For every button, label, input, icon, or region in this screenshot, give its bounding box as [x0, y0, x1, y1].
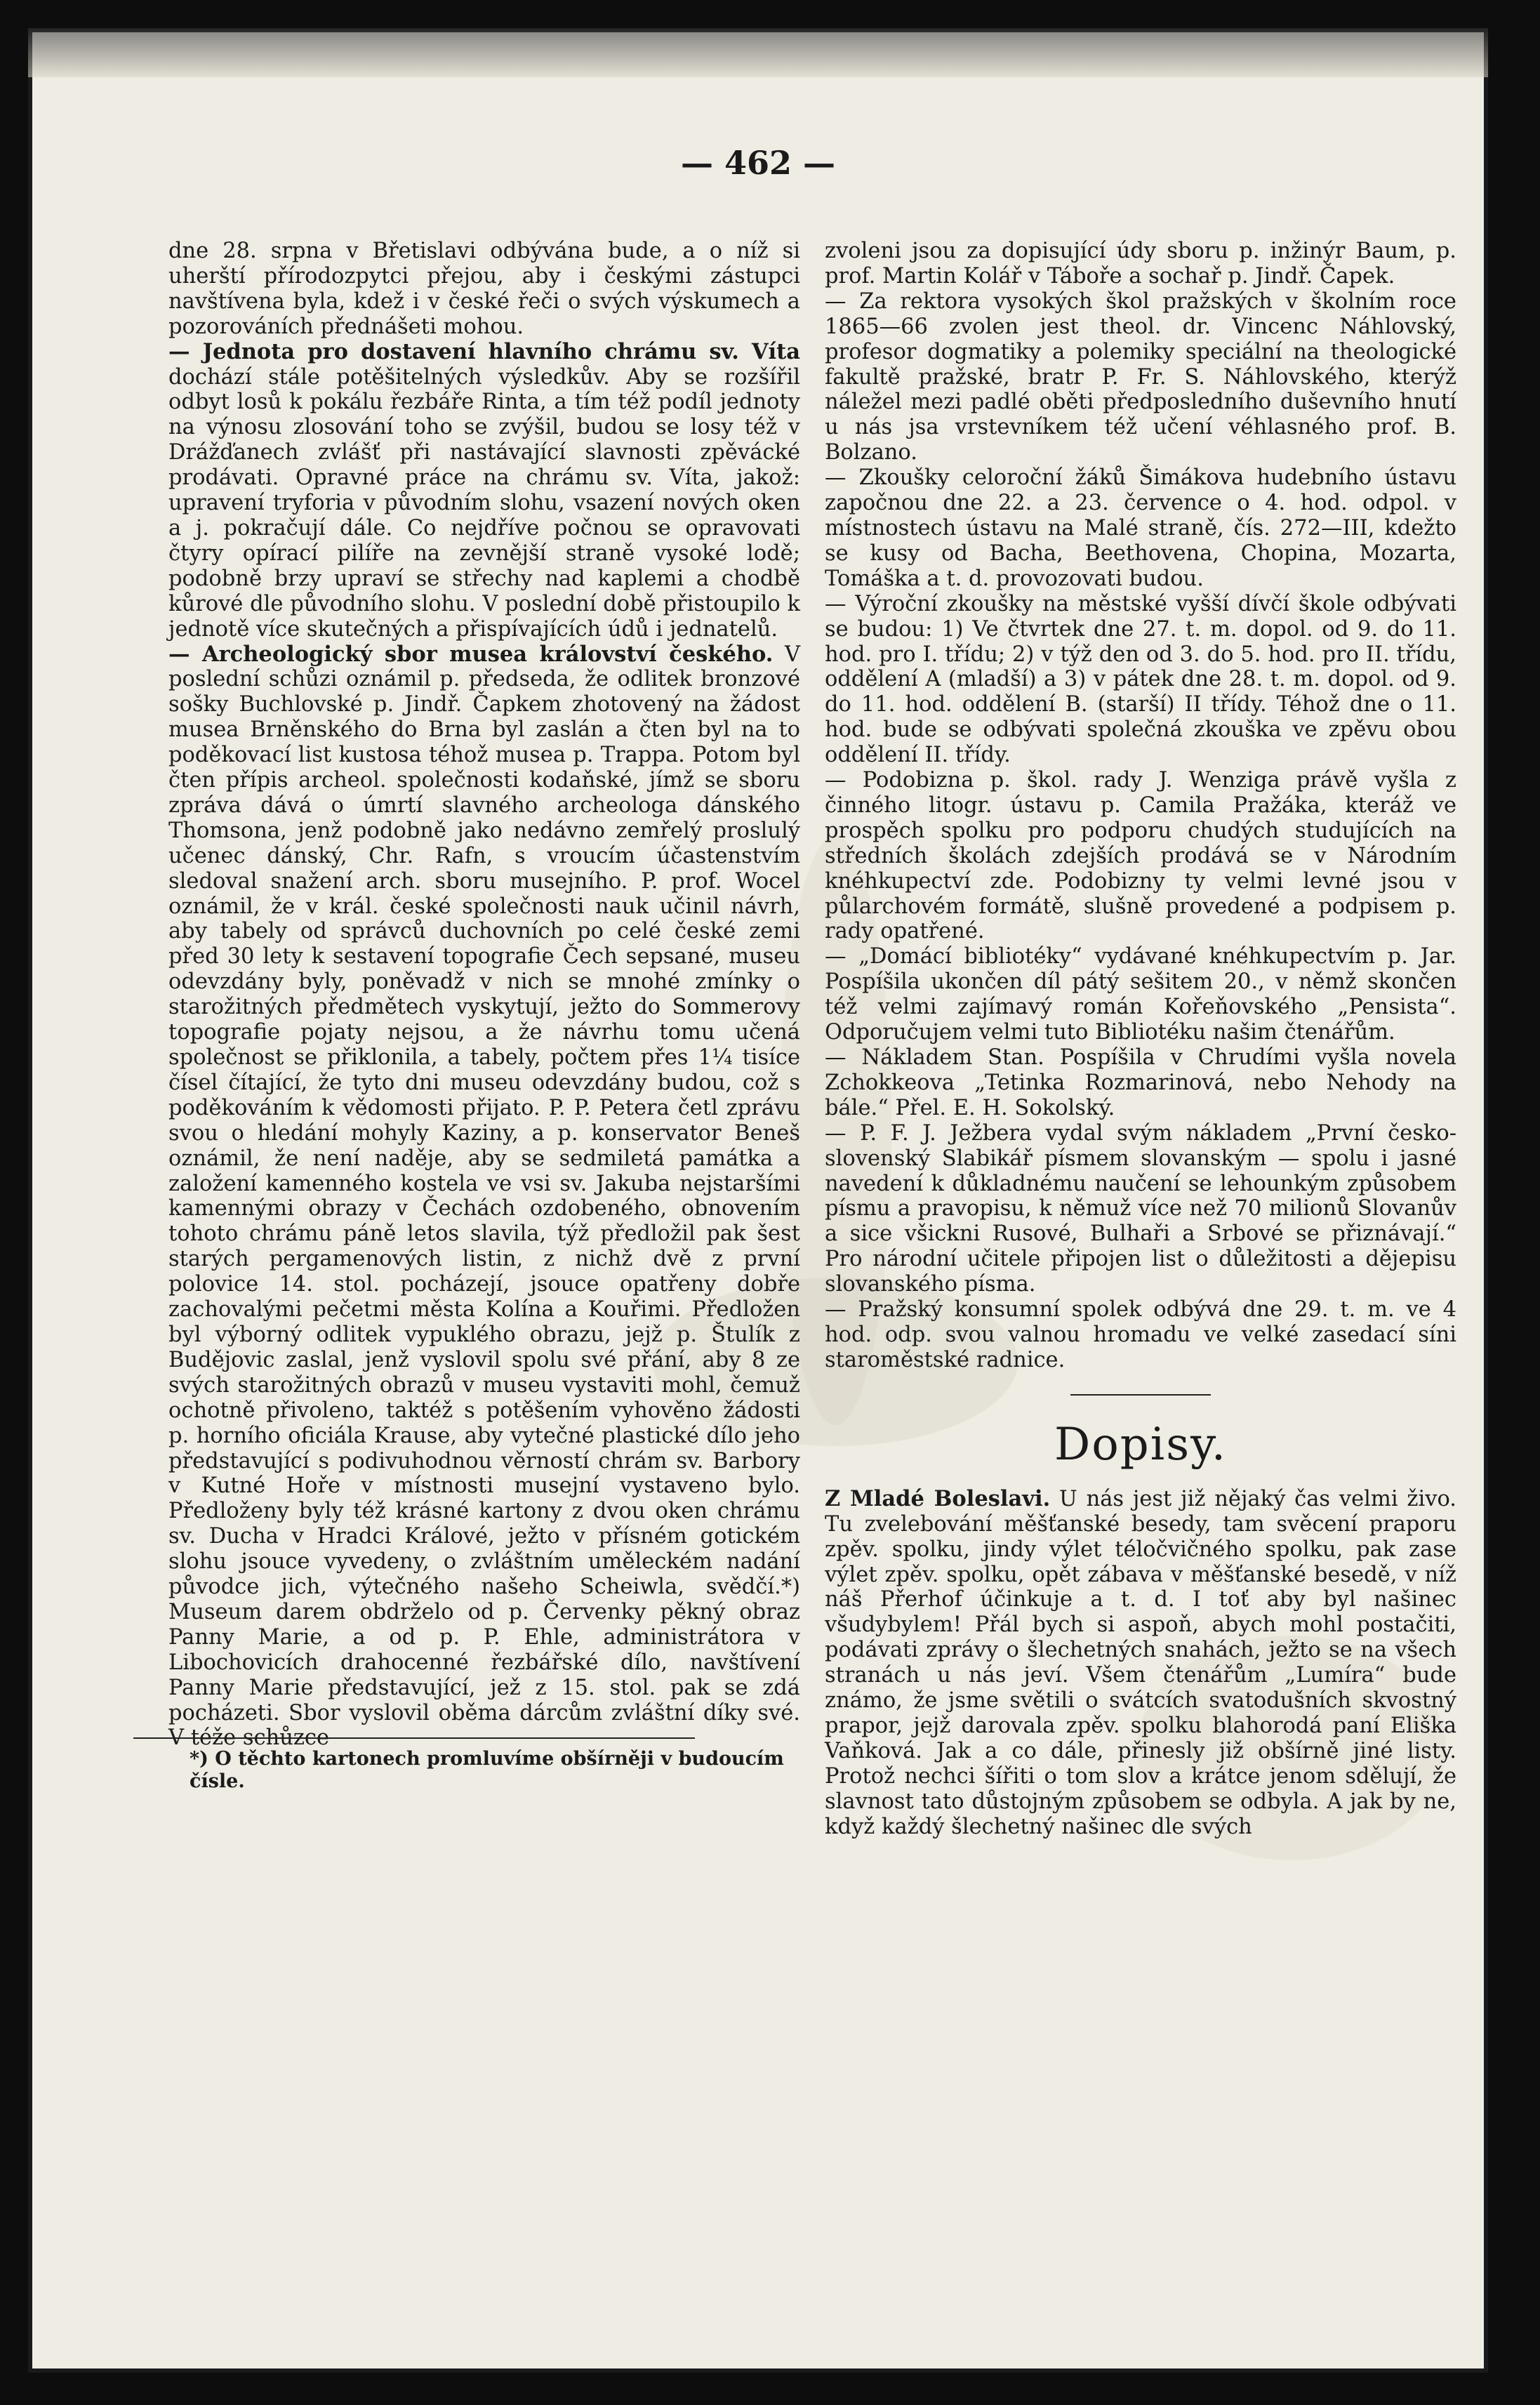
- news-item-6: [825, 1045, 1456, 1121]
- article-intro-text: dne 28. srpna v Břetislavi odbývána bude, a o níž si uherští přírodozpytci přejou, aby i českými zástupci navštívena byla, kdež i v české řeči o svých výskumech a pozorováních přednášeti mohou.: [168, 239, 800, 339]
- news-item-1-dash: —: [825, 289, 847, 314]
- news-item-5: [825, 944, 1456, 1045]
- dopisy-title: Dopisy.: [1054, 1418, 1228, 1471]
- news-item-7-text: P. F. J. Ježbera vydal svým nákladem „První česko-slovenský Slabikář písmem slovanským — spolu i jasné navedení k důkladnému naučení se lehounkým způsobem písmu a pravopisu, k němuž více než 70 milionů Slovanův a sice všickni Rusové, Bulhaři a Srbové se přiznávají.“ Pro národní učitele připojen list o důležitosti a dějepisu slovanského písma.: [825, 1120, 1457, 1297]
- article-jednota: [168, 340, 800, 642]
- news-item-3-dash: —: [825, 591, 847, 616]
- news-item-7-dash: —: [825, 1120, 847, 1146]
- news-item-6-text: Nákladem Stan. Pospíšila v Chrudími vyšla novela Zchokkeova „Tetinka Rozmarinová, nebo Nehody na bále.“ Přel. E. H. Sokolský.: [825, 1045, 1456, 1120]
- dopisy-text: U nás jest již nějaký čas velmi živo. Tu zvelebování měšťanské besedy, tam svěcení praporu zpěv. spolku, jindy výlet téločvičného spolku, pak zase výlet zpěv. spolku, opět zábava v měšťanské besedě, v níž náš Přerhof účinkuje a t. d. I toť aby byl našinec všudybylem! Přál bych si aspoň, abych mohl postačiti, podávati zprávy o šlechetných snahách, ježto se na všech stranách u nás jeví. Všem čtenářům „Lumíra“ bude známo, že jsme světili o svátcích svatodušních skvostný prapor, jejž darovala zpěv. spolku blahorodá paní Eliška Vaňková. Jak a co dále, přinesly již obšírně jiné listy. Protož nechci šířiti o tom slov a krátce jenom sdělují, že slavnost tato důstojným způsobem se odbyla. A jak by ne, když každý šlechetný našinec dle svých: [825, 1486, 1457, 1839]
- news-item-3: [825, 592, 1456, 768]
- page-edge-shadow: [28, 28, 1488, 77]
- news-item-3-text: Výroční zkoušky na městské vyšší dívčí škole odbývati se budou: 1) Ve čtvrtek dne 27. t. m. dopol. od 9. do 11. hod. pro I. třídu; 2) v týž den od 3. do 5. hod. pro II. třídu, oddělení A (mladší) a 3) v pátek dne 28. t. m. dopol. od 9. do 11. hod. oddělení B. (starší) II třídy. Téhož dne o 11. hod. bude se odbývati společná zkouška ve zpěvu obou oddělení II. třídy.: [825, 591, 1456, 768]
- article-intro: [168, 239, 800, 340]
- news-item-1: [825, 289, 1456, 465]
- news-item-8: [825, 1297, 1456, 1373]
- news-item-6-dash: —: [825, 1045, 847, 1070]
- news-item-4: [825, 768, 1456, 944]
- newspaper-page: [28, 28, 1488, 2373]
- footnote-rule: [133, 1737, 695, 1739]
- news-item-7: [825, 1121, 1456, 1297]
- news-item-2: [825, 465, 1456, 592]
- article-jednota-text: dochází stále potěšitelných výsledkův. Aby se rozšířil odbyt losů k pokálu řezbáře Rinta, a tím též podíl jednoty na výnosu zlosování toho se zvýšil, budou se losy též v Drážďanech zvlášť při nastávající slavnosti zpěvácké prodávati. Opravné práce na chrámu sv. Víta, jakož: upravení tryforia v původním slohu, vsazení nových oken a j. pokračují dále. Co nejdříve počnou se opravovati čtyry opírací pilíře na zevnější straně vysoké lodě; podobně brzy upraví se střechy nad kaplemi a chodbě kůrové dle původního slohu. V poslední době přistoupilo k jednotě více skutečných a přispívajících údů i jednatelů.: [168, 364, 800, 642]
- article-jednota-heading: — Jednota pro dostavení hlavního chrámu sv. Víta: [168, 338, 800, 364]
- right-column: [825, 239, 1456, 1839]
- news-item-5-dash: —: [825, 944, 847, 969]
- news-item-8-text: Pražský konsumní spolek odbývá dne 29. t. m. ve 4 hod. odp. svou valnou hromadu ve velké zasedací síni staroměstské radnice.: [825, 1297, 1456, 1372]
- news-item-2-text: Zkoušky celoroční žáků Šimákova hudebního ústavu započnou dne 22. a 23. července o 4. hod. odpol. v místnostech ústavu na Malé straně, čís. 272—III, kdežto se kusy od Bacha, Beethovena, Chopina, Mozarta, Tomáška a t. d. provozovati budou.: [825, 465, 1456, 591]
- news-item-4-text: Podobizna p. škol. rady J. Wenziga právě vyšla z činného litogr. ústavu p. Camila Pražáka, kteráž ve prospěch spolku pro podporu chudých studujících na středních školách zdejších prodává se v Národním knéhkupectví zde. Podobizny ty velmi levné jsou v půlarchovém formátě, slušně provedené a podpisem p. rady opatřené.: [825, 768, 1456, 944]
- article-archeologicky-heading: — Archeologický sbor musea království českého.: [168, 641, 774, 667]
- article-archeologicky-text: V poslední schůzi oznámil p. předseda, že odlitek bronzové sošky Buchlovské p. Jindř. Čapkem zhotovený na žádost musea Brněnského do Brna byl zaslán a čten byl na to poděkovací list kustosa téhož musea p. Trappa. Potom byl čten přípis archeol. společnosti kodaňské, jímž se sboru zpráva dává o úmrtí slavného archeologa dánského Thomsona, jenž podobně jako nedávno zemřelý proslulý učenec dánský, Chr. Rafn, s vroucím účastenstvím sledoval snažení arch. sboru musejního. P. prof. Wocel oznámil, že v král. české společnosti nauk učinil návrh, aby tabely od správců duchovních po celé české zemi před 30 lety k sestavení topografie Čech sepsané, museu odevzdány byly, poněvadž v nich se mnohé zmínky o starožitných předmětech vyskytují, ježto do Sommerovy topografie pojaty nejsou, a že návrhu tomu učená společnost se přiklonila, a tabely, počtem přes 1¼ tisíce čísel čítající, že tyto dni museu odevzdány budou, což s poděkováním k vědomosti přijato. P. P. Petera četl zprávu svou o hledání mohyly Kaziny, a p. konservator Beneš oznámil, že není naděje, aby se sedmiletá památka a založení kamenného kostela ve vsi sv. Jakuba nejstaršími kamennými obrazy v Čechách ozdobeného, obnovením tohoto chrámu páně letos slavila, týž předložil pak šest starých pergamenových listin, z nichž dvě z první polovice 14. stol. pocházejí, jsouce opatřeny dobře zachovalými pečetmi města Kolína a Kouřimi. Předložen byl výborný odlitek vypuklého obrazu, jejž p. Štulík z Budějovic zaslal, jenž vyslovil spolu své přání, aby 8 ze svých starožitných obrazů v museu vystaviti mohl, čemuž ochotně přivoleno, taktéž s potěšením vyhověno žádosti p. horního oficiála Krause, aby vytečné plastické dílo jeho představující s podivuhodnou věrností chrám sv. Barbory v Kutné Hoře v místnosti musejní vystaveno bylo. Předloženy byly též krásné kartony z dvou oken chrámu sv. Ducha v Hradci Králové, ježto v přísném gotickém slohu jsouce vyvedeny, o zvláštním uměleckém nadání původce jich, výtečného našeho Scheiwla, svědčí.*) Museum darem obdrželo od p. Červenky pěkný obraz Panny Marie, a od p. P. Ehle, administrátora v Libochovicích drahocenné řezbářské dílo, navštívení Panny Marie představující, jež z 15. stol. pak se zdá pocházeti. Sbor vyslovil oběma dárcům zvláštní díky své. V téže schůzce: [168, 642, 800, 1751]
- left-column: [168, 239, 800, 1751]
- article-archeologicky: [168, 642, 800, 1751]
- news-item-0: [825, 239, 1456, 289]
- news-item-5-text: „Domácí bibliotéky“ vydávané knéhkupectvím p. Jar. Pospíšila ukončen díl pátý sešitem 20., v němž skončen též velmi zajímavý román Kořeňovského „Pensista“. Odporučujem velmi tuto Bibliotéku našim čtenářům.: [825, 944, 1456, 1045]
- news-item-2-dash: —: [825, 465, 847, 491]
- section-separator: [1070, 1394, 1211, 1396]
- news-item-4-dash: —: [825, 768, 847, 793]
- news-item-1-text: Za rektora vysokých škol pražských v školním roce 1865—66 zvolen jest theol. dr. Vincenc Náhlovský, profesor dogmatiky a polemiky speciální na theologické fakultě pražské, bratr P. Fr. S. Náhlovského, kterýž náležel mezi padlé oběti předposledního duševního hnutí u nás jsa vrstevníkem též učení véhlasného prof. B. Bolzano.: [825, 289, 1456, 465]
- dopisy-heading: Z Mladé Boleslavi.: [825, 1485, 1051, 1511]
- news-item-8-dash: —: [825, 1297, 847, 1323]
- dopisy-article: [825, 1487, 1456, 1840]
- footnote: *) O těchto kartonech promluvíme obšírněji v budoucím čísle.: [190, 1748, 784, 1792]
- news-item-0-text: zvoleni jsou za dopisující údy sboru p. inžinýr Baum, p. prof. Martin Kolář v Táboře a sochař p. Jindř. Čapek.: [825, 239, 1456, 289]
- page-number: — 462 —: [680, 144, 836, 182]
